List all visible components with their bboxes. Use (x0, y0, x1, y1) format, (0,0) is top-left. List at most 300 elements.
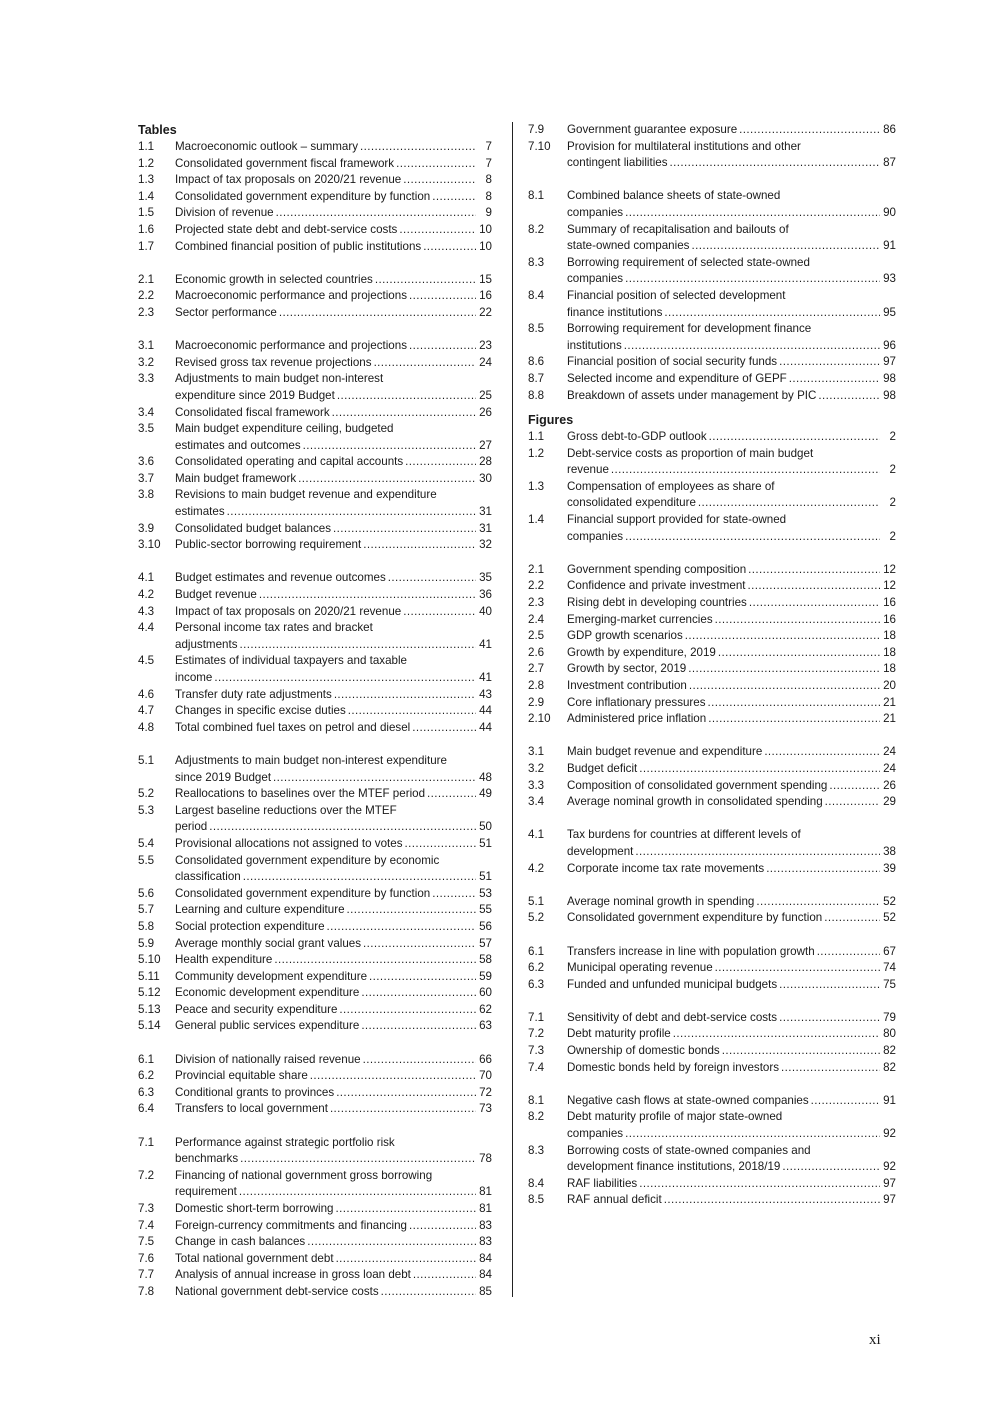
entry-number: 2.1 (138, 272, 155, 286)
toc-entry[interactable] (528, 1026, 896, 1043)
toc-entry[interactable] (528, 139, 896, 172)
toc-entry[interactable] (138, 1068, 492, 1085)
entry-number: 8.5 (528, 1193, 545, 1207)
dot-leader (779, 977, 880, 994)
toc-entry[interactable] (528, 595, 896, 612)
entry-title: Summary of recapitalisation and bailouts of (567, 222, 789, 236)
entry-line (567, 479, 896, 496)
entry-page: 50 (479, 820, 492, 834)
toc-entry[interactable] (138, 139, 492, 156)
entry-title: Economic growth in selected countries (175, 272, 373, 286)
section-gap (138, 736, 492, 753)
entry-page: 83 (479, 1218, 492, 1232)
entry-title: companies (567, 272, 624, 286)
toc-entry[interactable] (138, 570, 492, 587)
entry-body (175, 1284, 492, 1301)
toc-entry[interactable] (138, 172, 492, 189)
toc-entry[interactable] (528, 910, 896, 927)
dot-leader (818, 388, 880, 405)
entry-body (175, 1018, 492, 1035)
entry-title: RAF annual deficit (567, 1193, 662, 1207)
entry-title: Public-sector borrowing requirement (175, 538, 362, 552)
entry-title: estimates (175, 505, 225, 519)
entry-body (567, 778, 896, 795)
toc-entry[interactable] (528, 778, 896, 795)
toc-entry[interactable] (138, 1234, 492, 1251)
dot-leader (363, 1052, 476, 1069)
dot-leader (334, 687, 476, 704)
entry-page: 81 (479, 1185, 492, 1199)
entry-line (567, 139, 896, 156)
toc-entry[interactable] (138, 969, 492, 986)
toc-entry[interactable] (528, 1043, 896, 1060)
entry-number: 8.6 (528, 355, 545, 369)
entry-page: 44 (479, 704, 492, 718)
entry-line (567, 1010, 896, 1027)
toc-entry[interactable] (138, 919, 492, 936)
toc-entry[interactable] (528, 612, 896, 629)
entry-body (175, 454, 492, 471)
dot-leader (413, 1267, 476, 1284)
dot-leader (698, 495, 880, 512)
entry-title: period (175, 820, 208, 834)
entry-title: National government debt-service costs (175, 1284, 379, 1298)
entry-page: 87 (883, 156, 896, 170)
entry-page: 82 (883, 1044, 896, 1058)
entry-title: Core inflationary pressures (567, 695, 706, 709)
toc-entry[interactable] (138, 620, 492, 653)
entry-number: 4.1 (528, 828, 545, 842)
toc-entry[interactable] (138, 1267, 492, 1284)
dot-leader (766, 861, 880, 878)
entry-body (175, 687, 492, 704)
entry-line (175, 454, 492, 471)
entry-title: Financial position of social security funds (567, 355, 778, 369)
toc-entry[interactable] (138, 189, 492, 206)
entry-line (567, 612, 896, 629)
entry-line (175, 1002, 492, 1019)
toc-entry[interactable] (138, 587, 492, 604)
entry-body (567, 595, 896, 612)
dot-leader (336, 1085, 476, 1102)
toc-entry[interactable] (138, 753, 492, 786)
toc-entry[interactable] (528, 628, 896, 645)
entry-page: 36 (479, 588, 492, 602)
entry-line (175, 1201, 492, 1218)
entry-body (175, 1085, 492, 1102)
toc-entry[interactable] (138, 521, 492, 538)
dot-leader (664, 305, 880, 322)
dot-leader (361, 1018, 476, 1035)
dot-leader (789, 371, 880, 388)
toc-entry[interactable] (138, 305, 492, 322)
toc-entry[interactable] (138, 1201, 492, 1218)
toc-entry[interactable] (138, 421, 492, 454)
toc-entry[interactable] (138, 1085, 492, 1102)
entry-line (175, 421, 492, 438)
dot-leader (243, 869, 476, 886)
entry-body (175, 1267, 492, 1284)
entry-page: 52 (883, 911, 896, 925)
entry-page: 96 (883, 338, 896, 352)
toc-entry[interactable] (138, 853, 492, 886)
dot-leader (279, 305, 476, 322)
toc-entry[interactable] (528, 761, 896, 778)
toc-entry[interactable] (138, 936, 492, 953)
entry-body (175, 139, 492, 156)
toc-entry[interactable] (528, 321, 896, 354)
entry-page: 49 (479, 787, 492, 801)
entry-number: 1.1 (138, 140, 155, 153)
entry-page: 97 (883, 1193, 896, 1207)
toc-entry[interactable] (528, 188, 896, 221)
entry-title: Confidence and private investment (567, 579, 746, 593)
toc-entry[interactable] (528, 562, 896, 579)
entry-body (567, 761, 896, 778)
toc-entry[interactable] (138, 405, 492, 422)
entry-body (567, 628, 896, 645)
entry-title: Government guarantee exposure (567, 123, 738, 136)
entry-page: 63 (479, 1019, 492, 1033)
entry-page: 93 (883, 272, 896, 286)
entry-line (567, 495, 896, 512)
toc-entry[interactable] (528, 1093, 896, 1110)
dot-leader (274, 952, 476, 969)
entry-title: Budget deficit (567, 761, 638, 775)
toc-entry[interactable] (138, 886, 492, 903)
toc-entry[interactable] (528, 578, 896, 595)
toc-entry[interactable] (528, 1109, 896, 1142)
entry-body (567, 288, 896, 321)
entry-line (567, 1126, 896, 1143)
entry-number: 5.13 (138, 1002, 161, 1016)
toc-entry[interactable] (528, 794, 896, 811)
entry-body (567, 1043, 896, 1060)
entry-line (567, 910, 896, 927)
entry-body (175, 936, 492, 953)
entry-title: Sensitivity of debt and debt-service costs (567, 1010, 778, 1024)
dot-leader (625, 1126, 880, 1143)
entry-number: 4.7 (138, 704, 155, 718)
entry-body (567, 562, 896, 579)
entry-title: Funded and unfunded municipal budgets (567, 977, 778, 991)
entry-line (567, 354, 896, 371)
entry-page: 7 (485, 156, 492, 170)
entry-title: Provision for multilateral institutions and other (567, 139, 801, 153)
entry-page: 25 (479, 388, 492, 402)
toc-entry[interactable] (138, 371, 492, 404)
toc-entry[interactable] (138, 985, 492, 1002)
dot-leader (664, 1192, 880, 1209)
entry-body (175, 288, 492, 305)
entry-number: 7.1 (138, 1135, 155, 1149)
entry-line (567, 238, 896, 255)
entry-body (175, 338, 492, 355)
toc-entry[interactable] (138, 687, 492, 704)
entry-number: 3.8 (138, 488, 155, 502)
entry-body (567, 661, 896, 678)
toc-entry[interactable] (528, 744, 896, 761)
entry-title: Domestic bonds held by foreign investors (567, 1060, 780, 1074)
entry-page: 72 (479, 1085, 492, 1099)
toc-entry[interactable] (138, 156, 492, 173)
entry-title: Foreign-currency commitments and financing (175, 1218, 407, 1232)
toc-entry[interactable] (528, 371, 896, 388)
entry-title: Borrowing costs of state-owned companies and (567, 1143, 811, 1157)
entry-title: Sector performance (175, 305, 277, 319)
section-gap (528, 404, 896, 412)
entry-body (175, 786, 492, 803)
dot-leader (347, 902, 476, 919)
toc-entry[interactable] (138, 1251, 492, 1268)
dot-leader (337, 388, 476, 405)
entry-title: Corporate income tax rate movements (567, 861, 765, 875)
section-gap (528, 728, 896, 745)
dot-leader (756, 894, 880, 911)
entry-page: 26 (479, 405, 492, 419)
entry-line (567, 529, 896, 546)
entry-page: 92 (883, 1160, 896, 1174)
toc-entry[interactable] (138, 1002, 492, 1019)
entry-body (567, 977, 896, 994)
toc-entry[interactable] (138, 239, 492, 256)
entry-line (567, 288, 896, 305)
toc-entry[interactable] (528, 645, 896, 662)
entry-body (567, 1060, 896, 1077)
entry-number: 5.1 (138, 753, 155, 767)
entry-line (175, 222, 492, 239)
toc-entry[interactable] (138, 902, 492, 919)
entry-body (175, 886, 492, 903)
entry-line (567, 462, 896, 479)
entry-number: 6.4 (138, 1102, 155, 1116)
entry-body (567, 512, 896, 545)
entry-line (567, 578, 896, 595)
entry-page: 62 (479, 1002, 492, 1016)
entry-title: Compensation of employees as share of (567, 479, 775, 493)
toc-entry[interactable] (138, 222, 492, 239)
toc-entry[interactable] (528, 512, 896, 545)
entry-page: 23 (479, 339, 492, 353)
entry-line (175, 570, 492, 587)
dot-leader (691, 238, 880, 255)
dot-leader (360, 139, 476, 156)
toc-entry[interactable] (138, 720, 492, 737)
entry-line (567, 678, 896, 695)
toc-entry[interactable] (528, 894, 896, 911)
entry-title: Debt maturity profile (567, 1027, 671, 1041)
toc-entry[interactable] (138, 803, 492, 836)
dot-leader (708, 695, 880, 712)
toc-entry[interactable] (138, 653, 492, 686)
dot-leader (227, 504, 476, 521)
dot-leader (409, 338, 476, 355)
entry-title: Growth by expenditure, 2019 (567, 645, 716, 659)
entry-line (175, 819, 492, 836)
entry-title: companies (567, 529, 624, 543)
dot-leader (432, 189, 476, 206)
toc-entry[interactable] (138, 1218, 492, 1235)
entry-title: Learning and culture expenditure (175, 903, 345, 917)
entry-title: Budget revenue (175, 588, 257, 602)
toc-entry[interactable] (528, 960, 896, 977)
entry-title: Main budget expenditure ceiling, budgeted (175, 422, 394, 436)
entry-number: 1.4 (138, 189, 155, 203)
toc-entry[interactable] (138, 786, 492, 803)
dot-leader (332, 405, 476, 422)
toc-entry[interactable] (528, 388, 896, 405)
entry-line (567, 371, 896, 388)
dot-leader (670, 155, 880, 172)
toc-entry[interactable] (528, 1060, 896, 1077)
toc-entry[interactable] (528, 288, 896, 321)
toc-entry[interactable] (528, 695, 896, 712)
toc-entry[interactable] (138, 205, 492, 222)
dot-leader (336, 1201, 477, 1218)
entry-title: Revisions to main budget revenue and expenditure (175, 488, 437, 502)
toc-entry[interactable] (528, 479, 896, 512)
dot-leader (409, 1218, 476, 1235)
toc-entry[interactable] (528, 711, 896, 728)
toc-entry[interactable] (528, 678, 896, 695)
toc-entry[interactable] (138, 454, 492, 471)
section-title: Figures (528, 413, 574, 428)
entry-body (175, 172, 492, 189)
toc-entry[interactable] (528, 977, 896, 994)
toc-entry[interactable] (528, 1176, 896, 1193)
entry-body (567, 122, 896, 139)
entry-line (567, 595, 896, 612)
toc-entry[interactable] (528, 827, 896, 860)
entry-number: 2.3 (528, 596, 545, 610)
entry-title: state-owned companies (567, 239, 690, 253)
toc-entry[interactable] (138, 288, 492, 305)
toc-entry[interactable] (138, 1284, 492, 1301)
toc-entry[interactable] (138, 537, 492, 554)
entry-title: Consolidated government expenditure by economic (175, 853, 440, 867)
entry-title: Economic development expenditure (175, 986, 360, 1000)
dot-leader (749, 595, 880, 612)
entry-title: Macroeconomic performance and projections (175, 339, 407, 353)
dot-leader (375, 272, 476, 289)
dot-leader (779, 1010, 880, 1027)
toc-entry[interactable] (138, 703, 492, 720)
section-gap (528, 172, 896, 189)
entry-line (175, 936, 492, 953)
toc-entry[interactable] (528, 429, 896, 446)
entry-title: Impact of tax proposals on 2020/21 revenue (175, 173, 402, 187)
entry-line (175, 438, 492, 455)
toc-entry[interactable] (138, 1018, 492, 1035)
toc-entry[interactable] (528, 1192, 896, 1209)
entry-body (567, 744, 896, 761)
toc-entry[interactable] (528, 222, 896, 255)
dot-leader (824, 910, 880, 927)
entry-page: 18 (883, 629, 896, 643)
toc-entry[interactable] (138, 1101, 492, 1118)
entry-line (175, 853, 492, 870)
toc-entry[interactable] (138, 487, 492, 520)
entry-body (175, 1218, 492, 1235)
toc-entry[interactable] (138, 355, 492, 372)
entry-page: 2 (889, 463, 896, 477)
entry-title: Budget estimates and revenue outcomes (175, 571, 386, 585)
entry-page: 56 (479, 919, 492, 933)
entry-title: classification (175, 870, 241, 884)
toc-entry[interactable] (138, 1168, 492, 1201)
toc-entry[interactable] (528, 255, 896, 288)
entry-line (567, 305, 896, 322)
entry-number: 4.1 (138, 571, 155, 585)
entry-number: 2.5 (528, 629, 545, 643)
toc-entry[interactable] (528, 446, 896, 479)
toc-entry[interactable] (138, 952, 492, 969)
toc-entry[interactable] (528, 354, 896, 371)
entry-title: development (567, 844, 634, 858)
entry-line (567, 255, 896, 272)
entry-number: 3.2 (138, 355, 155, 369)
entry-body (175, 969, 492, 986)
toc-entry[interactable] (138, 836, 492, 853)
toc-entry[interactable] (138, 338, 492, 355)
entry-title: Transfers increase in line with population growth (567, 944, 815, 958)
toc-entry[interactable] (528, 122, 896, 139)
entry-line (175, 620, 492, 637)
dot-leader (625, 205, 880, 222)
toc-entry[interactable] (138, 1135, 492, 1168)
entry-line (567, 1176, 896, 1193)
entry-title: Division of revenue (175, 206, 274, 220)
entry-number: 5.10 (138, 953, 161, 967)
entry-line (175, 1168, 492, 1185)
toc-entry[interactable] (528, 661, 896, 678)
entry-line (175, 537, 492, 554)
page-number: xi (869, 1332, 881, 1348)
entry-number: 7.3 (528, 1044, 545, 1058)
entry-page: 39 (883, 861, 896, 875)
entry-title: Borrowing requirement of selected state-owned (567, 255, 810, 269)
dot-leader (327, 919, 476, 936)
toc-entry[interactable] (528, 944, 896, 961)
toc-entry[interactable] (138, 604, 492, 621)
entry-number: 2.2 (138, 289, 155, 303)
toc-entry[interactable] (138, 1052, 492, 1069)
toc-entry[interactable] (138, 471, 492, 488)
dot-leader (708, 711, 880, 728)
entry-title: Debt-service costs as proportion of main budget (567, 446, 814, 460)
toc-entry[interactable] (528, 1010, 896, 1027)
entry-number: 3.9 (138, 521, 155, 535)
entry-body (175, 156, 492, 173)
entry-body (175, 405, 492, 422)
dot-leader (330, 1101, 476, 1118)
toc-entry[interactable] (528, 1143, 896, 1176)
dot-leader (369, 969, 476, 986)
entry-title: Health expenditure (175, 953, 273, 967)
toc-entry[interactable] (528, 861, 896, 878)
entry-title: Peace and security expenditure (175, 1002, 338, 1016)
entry-page: 32 (479, 538, 492, 552)
entry-title: companies (567, 205, 624, 219)
entry-line (175, 604, 492, 621)
entry-number: 2.2 (528, 579, 545, 593)
entry-page: 51 (479, 836, 492, 850)
entry-title: Total combined fuel taxes on petrol and diesel (175, 720, 411, 734)
entry-body (175, 355, 492, 372)
entry-number: 2.7 (528, 662, 545, 676)
entry-page: 48 (479, 770, 492, 784)
toc-entry[interactable] (138, 272, 492, 289)
